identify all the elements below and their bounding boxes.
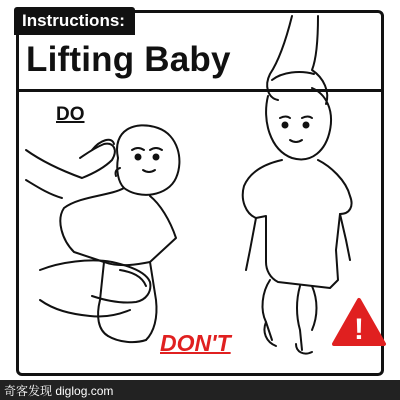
warning-symbol: !	[354, 313, 364, 346]
warning-icon	[334, 300, 384, 346]
page-title: Lifting Baby	[26, 40, 231, 79]
watermark-text: 奇客发现 diglog.com	[4, 384, 114, 398]
baby-dont-illustration	[243, 88, 352, 354]
footer-bar	[0, 380, 400, 400]
instructions-tab: Instructions:	[14, 7, 135, 35]
baby-do-illustration	[60, 125, 179, 342]
hand-do-illustration	[26, 140, 150, 317]
dont-label: DON'T	[160, 330, 231, 356]
do-label: DO	[56, 104, 85, 125]
